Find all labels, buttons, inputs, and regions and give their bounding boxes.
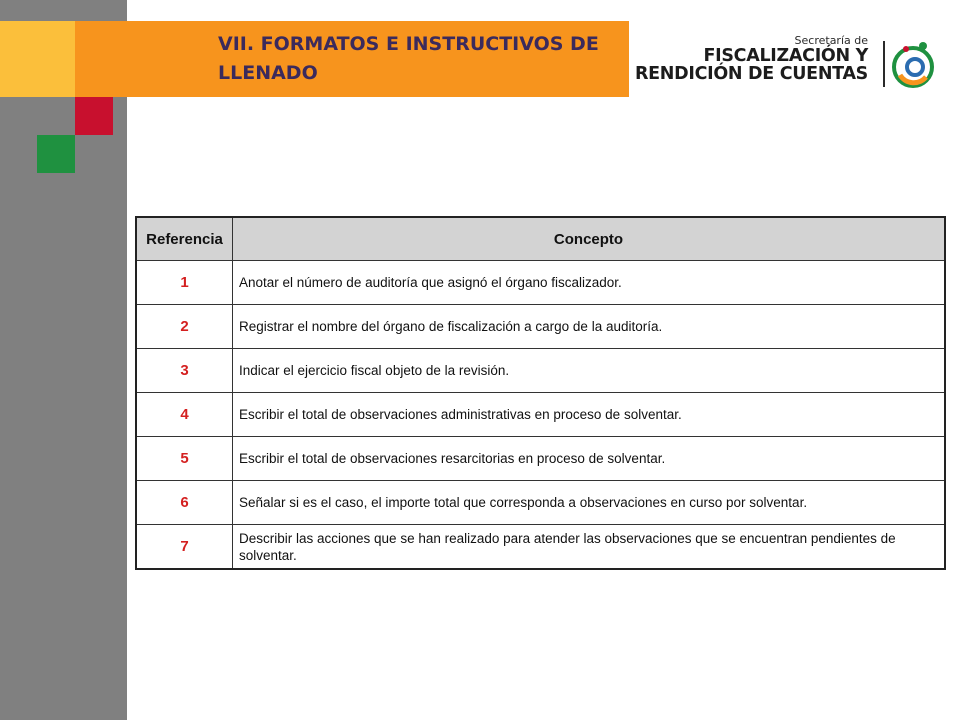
logo-line-secretaria: Secretaría de — [794, 34, 868, 47]
row-reference: 4 — [136, 393, 233, 437]
row-concept: Indicar el ejercicio fiscal objeto de la revisión. — [233, 349, 946, 393]
row-reference: 5 — [136, 437, 233, 481]
stylized-figure-emblem-icon — [890, 37, 936, 89]
header-concept: Concepto — [233, 217, 946, 261]
row-concept: Escribir el total de observaciones resarcitorias en proceso de solventar. — [233, 437, 946, 481]
table-row — [136, 261, 945, 305]
table-row — [136, 305, 945, 349]
logo-line-fiscalizacion: FISCALIZACIÓN Y — [703, 46, 868, 66]
row-concept: Describir las acciones que se han realizado para atender las observaciones que se encuentran pendientes de solventar. — [233, 525, 946, 570]
logo-separator — [883, 41, 885, 87]
table-row — [136, 437, 945, 481]
row-reference: 3 — [136, 349, 233, 393]
logo-text — [635, 35, 868, 83]
table-row — [136, 393, 945, 437]
row-reference: 7 — [136, 525, 233, 570]
row-concept: Anotar el número de auditoría que asignó el órgano fiscalizador. — [233, 261, 946, 305]
decor-green-square — [37, 135, 75, 173]
table-header-row — [136, 217, 945, 261]
decor-yellow-square — [0, 21, 75, 97]
table-row — [136, 525, 945, 570]
row-reference: 6 — [136, 481, 233, 525]
instructions-table — [135, 216, 946, 570]
table-row — [136, 349, 945, 393]
logo-line-rendicion: RENDICIÓN DE CUENTAS — [634, 64, 868, 84]
table-row — [136, 481, 945, 525]
row-reference: 2 — [136, 305, 233, 349]
instructions-table-wrapper — [135, 216, 946, 570]
row-reference: 1 — [136, 261, 233, 305]
row-concept: Registrar el nombre del órgano de fiscalización a cargo de la auditoría. — [233, 305, 946, 349]
row-concept: Señalar si es el caso, el importe total que corresponda a observaciones en curso por solventar. — [233, 481, 946, 525]
row-concept: Escribir el total de observaciones administrativas en proceso de solventar. — [233, 393, 946, 437]
header-reference: Referencia — [136, 217, 233, 261]
decor-red-square — [75, 97, 113, 135]
logo — [634, 34, 946, 91]
slide-title: VII. FORMATOS E INSTRUCTIVOS DE LLENADO — [218, 33, 599, 84]
